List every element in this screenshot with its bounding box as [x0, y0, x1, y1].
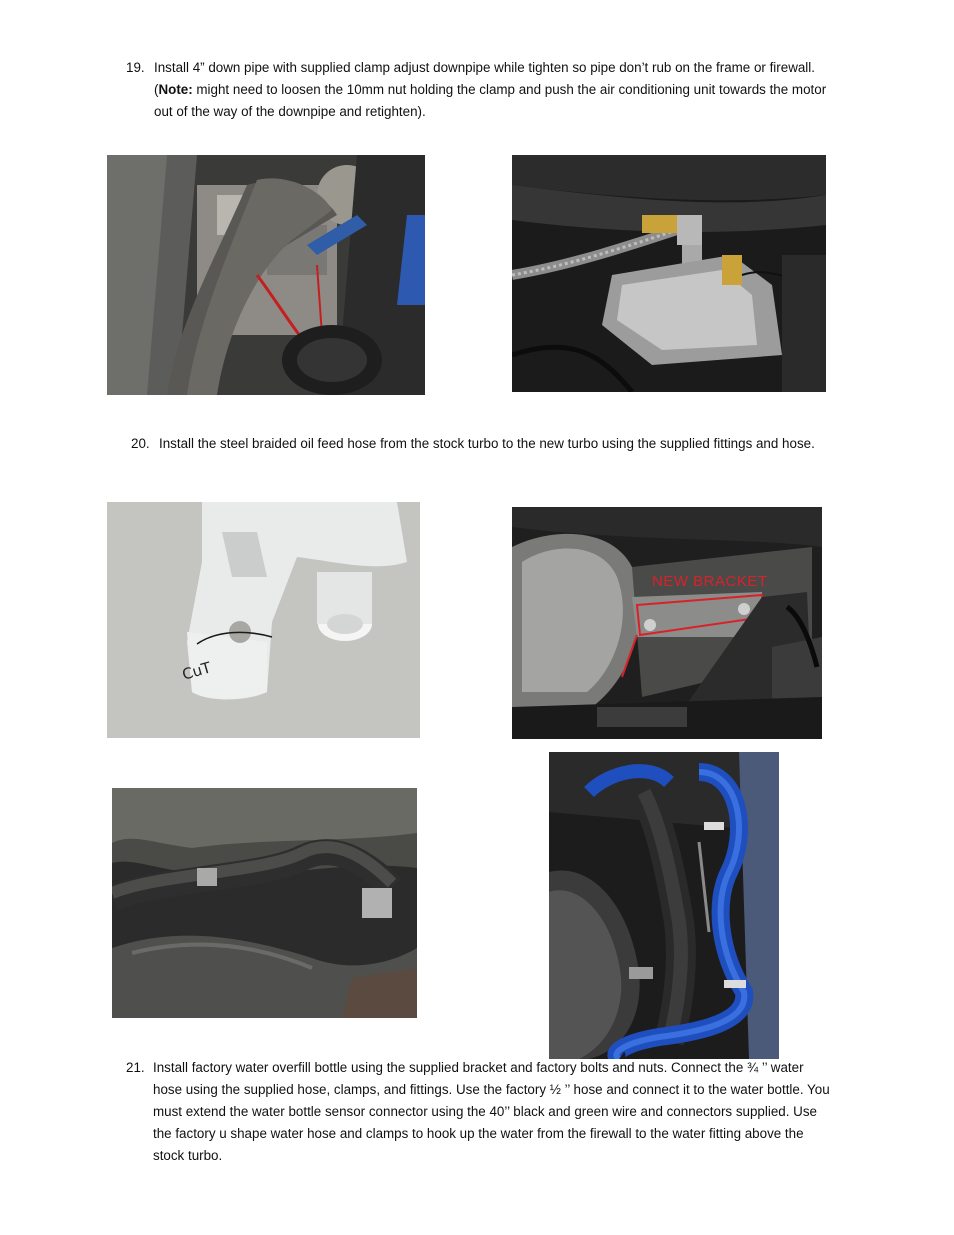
step-text-before-note: Install 4” down pipe with supplied clamp adjust downpipe while tighten so pipe don’t rub on the frame or firewall.( — [154, 60, 815, 97]
step-text: Install factory water overfill bottle using the supplied bracket and factory bolts and nuts. Connect the ¾ ’’ water hose using the supplied hose, clamps, and fittings. Use the factory ½ ’’ hose and connect it to the water bottle. You must extend the water bottle sensor connector using the 40’’ black and green wire and connectors supplied. Use the factory u shape water hose and clamps to hook up the water from the firewall to the water fitting above the stock turbo. — [153, 1060, 830, 1163]
photo-water-bottle-cut — [107, 502, 420, 738]
cut-mark-label: CuT — [180, 658, 214, 684]
step-text-after-note: might need to loosen the 10mm nut holding the clamp and push the air conditioning unit towards the motor out of the way of the downpipe and retighten). — [154, 82, 827, 119]
step-text — [154, 57, 834, 123]
step-number: 19. — [126, 60, 145, 75]
step-number: 21. — [126, 1060, 145, 1075]
photo-u-shape-hose — [112, 788, 417, 1018]
photo-oil-fitting — [512, 155, 826, 392]
photo-new-bracket — [512, 507, 822, 739]
step-number: 20. — [131, 436, 150, 451]
note-label: Note: — [158, 82, 193, 97]
step-text: Install the steel braided oil feed hose from the stock turbo to the new turbo using the supplied fittings and hose. — [159, 436, 815, 451]
new-bracket-label: NEW BRACKET — [652, 573, 768, 590]
photo-blue-hoses — [549, 752, 779, 1059]
photo-downpipe — [107, 155, 425, 395]
